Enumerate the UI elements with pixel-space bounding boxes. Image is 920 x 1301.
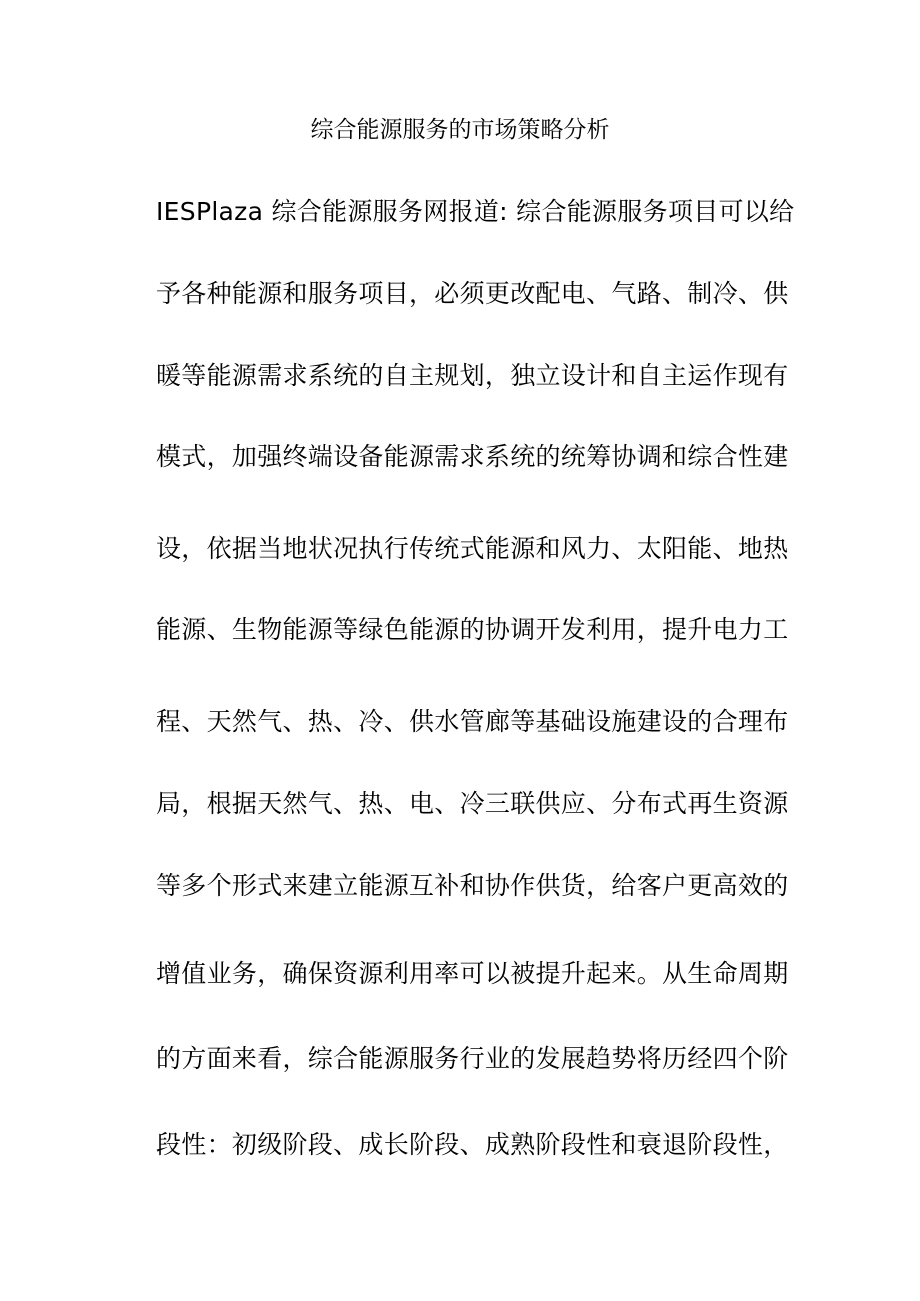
body-line: 段性：初级阶段、成长阶段、成熟阶段性和衰退阶段性， — [156, 1130, 789, 1159]
body-line: 增值业务，确保资源利用率可以被提升起来。从生命周期 — [156, 959, 789, 988]
body-line: 予各种能源和服务项目，必须更改配电、气路、制冷、供 — [156, 279, 789, 308]
body-line: 等多个形式来建立能源互补和协作供货，给客户更高效的 — [156, 871, 789, 900]
body-line: IESPlaza 综合能源服务网报道: 综合能源服务项目可以给 — [156, 197, 795, 226]
document-title: 综合能源服务的市场策略分析 — [310, 117, 610, 143]
body-line: 暖等能源需求系统的自主规划，独立设计和自主运作现有 — [156, 361, 789, 390]
body-line: 局，根据天然气、热、电、冷三联供应、分布式再生资源 — [156, 789, 789, 818]
body-line: 的方面来看，综合能源服务行业的发展趋势将历经四个阶 — [156, 1044, 789, 1073]
body-line: 模式，加强终端设备能源需求系统的统筹协调和综合性建 — [156, 442, 789, 471]
body-line: 能源、生物能源等绿色能源的协调开发利用，提升电力工 — [156, 615, 789, 644]
body-line: 程、天然气、热、冷、供水管廊等基础设施建设的合理布 — [156, 707, 789, 736]
body-line: 设，依据当地状况执行传统式能源和风力、太阳能、地热 — [156, 534, 789, 563]
